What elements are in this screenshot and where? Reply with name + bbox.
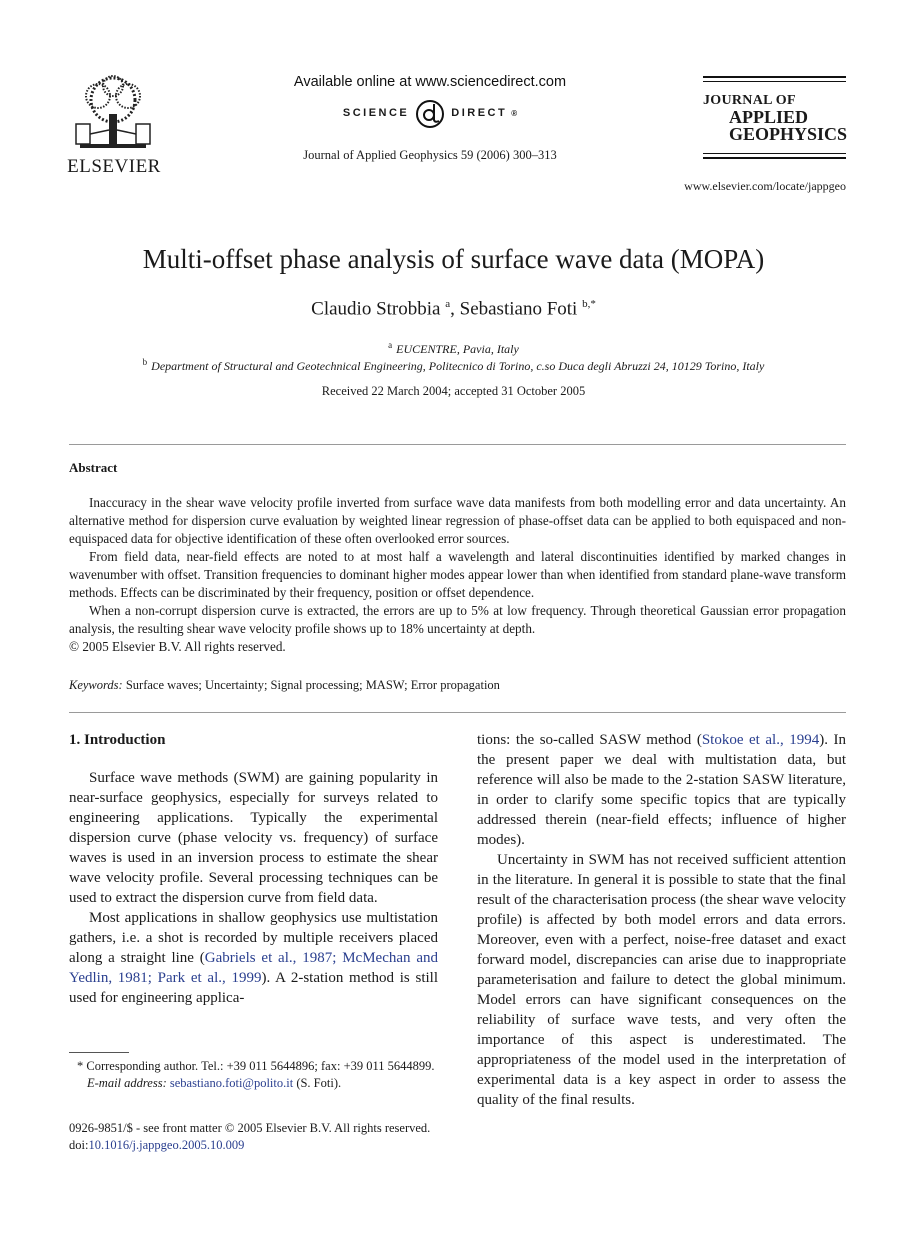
author-list (0, 298, 907, 320)
available-online-text: Available online at www.sciencedirect.com (293, 74, 567, 90)
affiliation-text: EUCENTRE, Pavia, Italy (396, 342, 519, 356)
journal-rule (703, 81, 846, 82)
body-text: tions: the so-called SASW method ( (477, 732, 702, 748)
affiliation-mark: b (142, 357, 148, 367)
doi-link[interactable]: 10.1016/j.jappgeo.2005.10.009 (88, 1138, 245, 1152)
journal-rule (703, 153, 846, 154)
author-separator: , (450, 298, 460, 320)
abstract-body (69, 494, 846, 656)
journal-rule (703, 157, 846, 159)
journal-rule (703, 76, 846, 78)
journal-name (703, 92, 846, 143)
journal-name-line1: JOURNAL OF (703, 93, 796, 108)
section-divider (69, 712, 846, 713)
affiliation-text: Department of Structural and Geotechnical Engineering, Politecnico di Torino, c.so Duca degli Abruzzi 24, 10129 Torino, Italy (151, 359, 765, 373)
section-divider (69, 444, 846, 445)
journal-url[interactable]: www.elsevier.com/locate/jappgeo (684, 179, 846, 193)
sciencedirect-header (270, 74, 590, 163)
journal-name-line3: GEOPHYSICS (729, 124, 848, 144)
email-suffix: (S. Foti). (293, 1076, 342, 1090)
body-paragraph: Surface wave methods (SWM) are gaining popularity in near-surface geophysics, especially for surveys related to engineering applications. Typically the experimental dispersion curve (phase velocity vs. frequency) of surface waves is used in an inversion process to estimate the shear wave velocity profile. Several processing techniques can be used to extract the dispersion curve from field data. (69, 770, 438, 906)
doi-line (69, 1137, 489, 1154)
elsevier-logo (66, 74, 162, 178)
doi-label: doi: (69, 1138, 89, 1152)
citation-link[interactable]: Gabriels et al., 1987; McMechan and Yedlin, 1981; Park et al., 1999 (69, 950, 438, 986)
body-paragraph: Uncertainty in SWM has not received sufficient attention in the literature. In general it is possible to state that the final result of the characterisation process (the shear wave velocity profile) is affected by both model errors and data errors. Moreover, even with a perfect, noise-free dataset and exact forward model, discrepancies can arise due to inappropriate parameterisation and failure to detect the global minimum. Model errors can have significant consequences on the reliability of surface wave tests, and very often the importance of this aspect is underestimated. The appropriateness of the model used in the interpretation of experimental data is a key aspect in order to assess the quality of the final results. (477, 852, 847, 1108)
affiliation-mark: b,* (582, 298, 596, 310)
sd-registered-mark: ® (511, 108, 518, 118)
citation-link[interactable]: Stokoe et al., 1994 (701, 732, 820, 748)
email-note (69, 1075, 438, 1092)
keywords-list: Surface waves; Uncertainty; Signal processing; MASW; Error propagation (125, 678, 500, 692)
abstract-paragraph: Inaccuracy in the shear wave velocity profile inverted from surface wave data manifests from both modelling error and data uncertainty. An alternative method for dispersion curve evaluation by weighted linear regression of phase-offset data can be applied to both equispaced and non-equispaced data for objective identification of these often overlooked error sources. (69, 495, 846, 546)
author-name[interactable]: Claudio Strobbia (311, 298, 441, 320)
footnote (69, 1058, 438, 1092)
sciencedirect-at-icon (413, 96, 447, 130)
abstract-heading: Abstract (69, 460, 118, 475)
corresponding-author-note: * Corresponding author. Tel.: +39 011 5644896; fax: +39 011 5644899. (77, 1059, 435, 1073)
sd-right-word: DIRECT (451, 107, 508, 119)
footnote-rule (69, 1052, 129, 1053)
section-heading: 1. Introduction (69, 732, 166, 748)
body-text: Most applications in shallow geophysics use multistation gathers, i.e. a shot is recorded by multiple receivers placed along a straight line ( (69, 910, 438, 966)
email-label: E-mail address: (87, 1076, 167, 1090)
journal-logo (703, 76, 846, 162)
body-column-right (477, 730, 846, 1110)
author-name[interactable]: Sebastiano Foti (459, 298, 578, 320)
keywords-label: Keywords: (69, 678, 123, 692)
body-text: ). In the present paper we deal with multistation data, but reference will also be made to the 2-station SASW literature, in order to clarify some specific topics that are typically addressed therein (near-field effects; influence of higher modes). (477, 732, 846, 848)
body-paragraph (69, 908, 438, 1008)
affiliation-a (0, 340, 907, 357)
received-dates: Received 22 March 2004; accepted 31 October 2005 (321, 384, 586, 398)
front-matter (69, 1120, 489, 1154)
body-text: ). A 2-station method is still used for engineering applica- (69, 970, 438, 1006)
elsevier-tree-icon (70, 74, 156, 152)
article-title: Multi-offset phase analysis of surface wave data (MOPA) (142, 244, 765, 274)
keywords (69, 678, 500, 693)
issn-line: 0926-9851/$ - see front matter © 2005 Elsevier B.V. All rights reserved. (69, 1121, 431, 1135)
sciencedirect-logo (270, 96, 590, 130)
affiliation-b (0, 357, 907, 374)
abstract-copyright: © 2005 Elsevier B.V. All rights reserved. (69, 639, 286, 654)
sd-left-word: SCIENCE (342, 107, 410, 119)
body-column-left (69, 730, 438, 1008)
body-paragraph (477, 730, 846, 850)
email-link[interactable]: sebastiano.foti@polito.it (169, 1076, 294, 1090)
journal-citation: Journal of Applied Geophysics 59 (2006) 300–313 (303, 148, 557, 162)
abstract-paragraph: When a non-corrupt dispersion curve is extracted, the errors are up to 5% at low frequency. Through theoretical Gaussian error propagation analysis, the resulting shear wave velocity profile shows up to 18% uncertainty at depth. (69, 603, 846, 636)
abstract-paragraph: From field data, near-field effects are noted to at most half a wavelength and lateral discontinuities identified by marked changes in wavenumber with offset. Transition frequencies to dominant higher modes appear lower than when identified from standard plane-wave transform methods. Effects can be discriminated by their frequency, position or offset dependence. (69, 549, 846, 600)
journal-name-line2: APPLIED (729, 107, 809, 127)
affiliation-mark: a (445, 298, 451, 310)
affiliation-mark: a (388, 340, 393, 350)
publisher-name: ELSEVIER (67, 156, 161, 177)
